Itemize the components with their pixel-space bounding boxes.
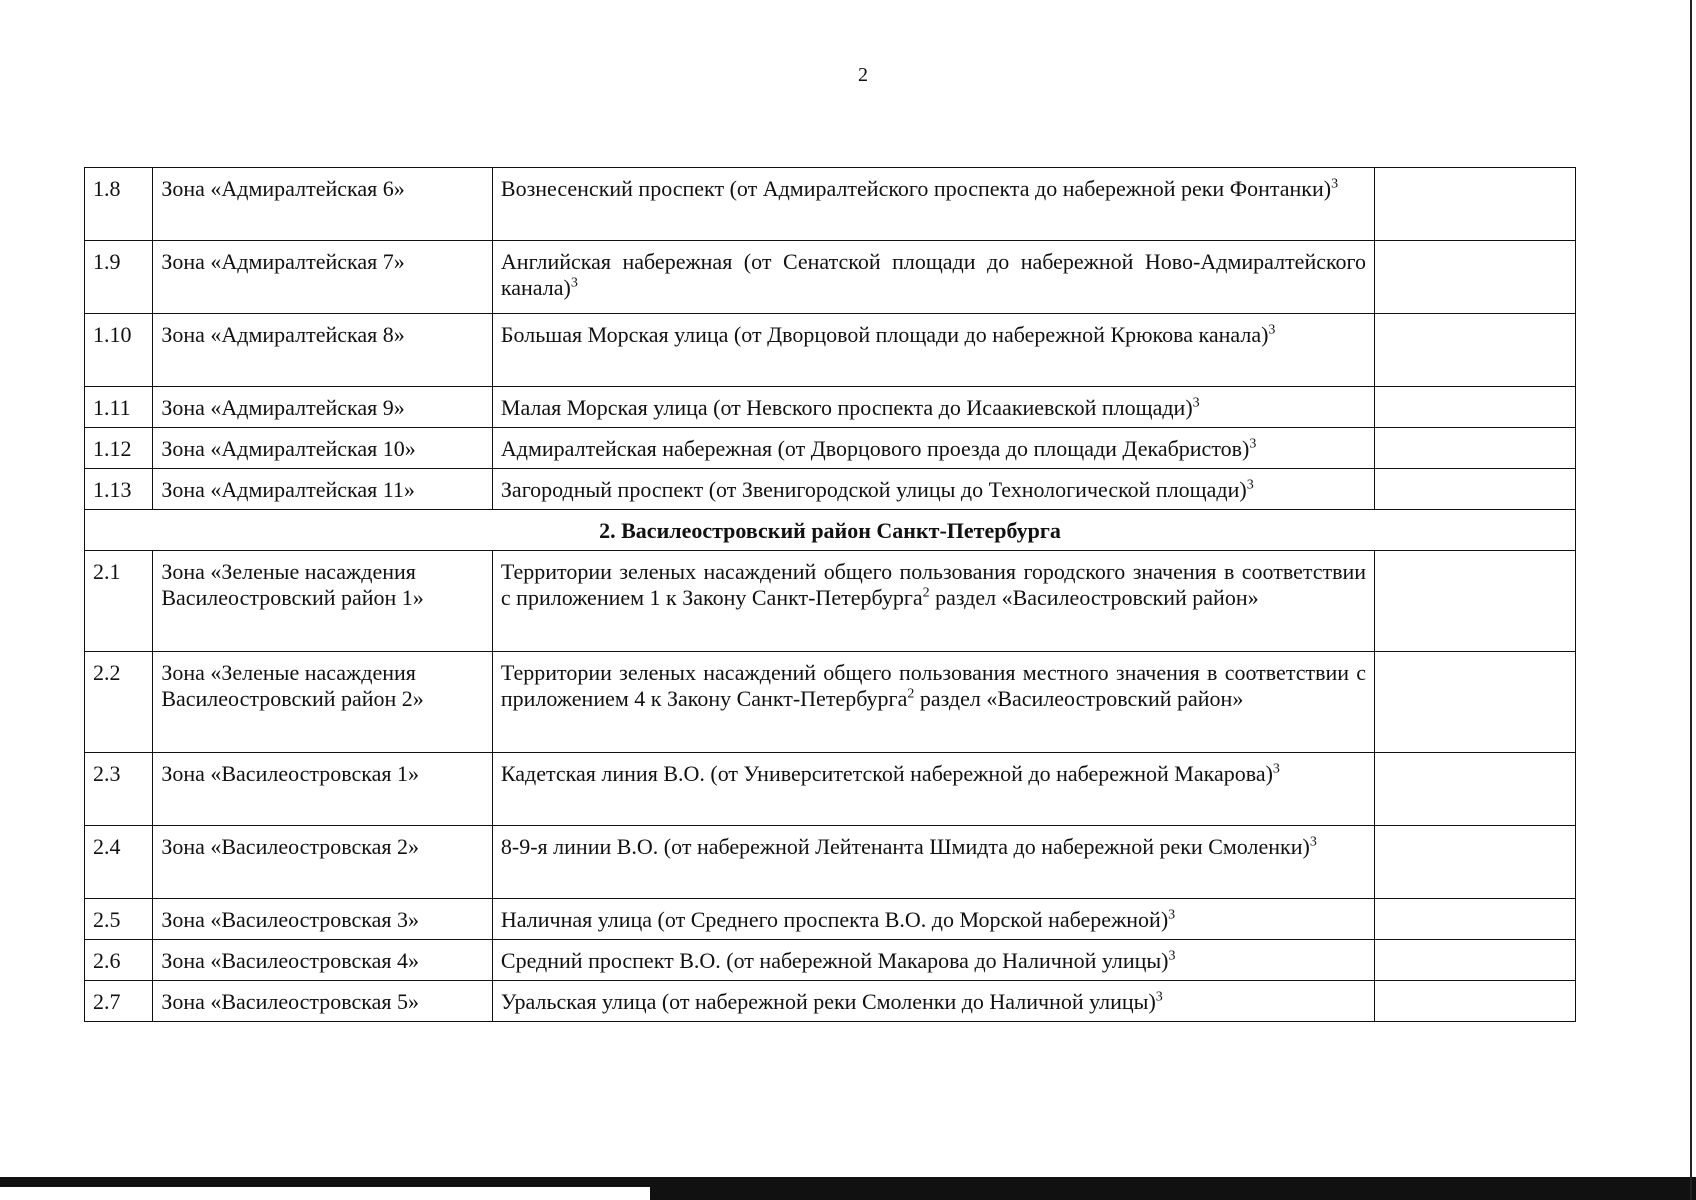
zones-table [84, 167, 1576, 1022]
table-row [85, 753, 1576, 826]
zone-name: Зона «Зеленые насаждения Василеостровский район 2» [153, 652, 493, 753]
footnote-ref: 3 [1272, 761, 1280, 777]
footnote-ref: 3 [1168, 907, 1176, 923]
empty-cell [1375, 652, 1576, 753]
footnote-ref: 3 [1168, 948, 1176, 964]
row-number: 1.13 [85, 469, 153, 510]
empty-cell [1375, 314, 1576, 387]
zone-name: Зона «Адмиралтейская 7» [153, 241, 493, 314]
footnote-ref: 3 [1246, 477, 1254, 493]
zone-description [492, 428, 1374, 469]
table-row [85, 469, 1576, 510]
zone-name: Зона «Василеостровская 2» [153, 826, 493, 899]
zone-description [492, 387, 1374, 428]
row-number: 2.2 [85, 652, 153, 753]
empty-cell [1375, 168, 1576, 241]
empty-cell [1375, 241, 1576, 314]
footnote-ref: 3 [1309, 834, 1317, 850]
description-text: Загородный проспект (от Звенигородской улицы до Технологической площади) [500, 477, 1247, 502]
description-text: Адмиралтейская набережная (от Дворцового проезда до площади Декабристов) [500, 436, 1250, 461]
table-row [85, 551, 1576, 652]
footnote-ref: 3 [1249, 436, 1257, 452]
zone-description [492, 168, 1374, 241]
zone-description [492, 981, 1374, 1022]
zone-description [492, 940, 1374, 981]
row-number: 2.4 [85, 826, 153, 899]
footnote-ref: 2 [907, 686, 915, 702]
table-row [85, 387, 1576, 428]
description-text: Территории зеленых насаждений общего пользования городского значения в соответствии с приложением 1 к Закону Санкт-Петербурга [500, 559, 1367, 610]
zone-name: Зона «Адмиралтейская 9» [153, 387, 493, 428]
zone-name: Зона «Василеостровская 3» [153, 899, 493, 940]
zone-description [492, 826, 1374, 899]
table-row [85, 826, 1576, 899]
empty-cell [1375, 940, 1576, 981]
section-row [85, 510, 1576, 551]
empty-cell [1375, 981, 1576, 1022]
zone-description [492, 314, 1374, 387]
footnote-ref: 3 [1192, 395, 1200, 411]
empty-cell [1375, 753, 1576, 826]
scan-border-bottom-2 [650, 1187, 1696, 1200]
row-number: 2.3 [85, 753, 153, 826]
description-text: Большая Морская улица (от Дворцовой площади до набережной Крюкова канала) [500, 322, 1269, 347]
row-number: 1.11 [85, 387, 153, 428]
description-text: Вознесенский проспект (от Адмиралтейского проспекта до набережной реки Фонтанки) [500, 176, 1332, 201]
table-row [85, 314, 1576, 387]
description-text: Уральская улица (от набережной реки Смоленки до Наличной улицы) [500, 989, 1156, 1014]
zone-description [492, 652, 1374, 753]
zone-description [492, 753, 1374, 826]
footnote-ref: 3 [570, 275, 578, 291]
table-row [85, 428, 1576, 469]
description-text-after: раздел «Василеостровский район» [929, 585, 1259, 610]
zone-description [492, 469, 1374, 510]
description-text: 8-9-я линии В.О. (от набережной Лейтенанта Шмидта до набережной реки Смоленки) [500, 834, 1310, 859]
zones-table-body [85, 168, 1576, 1022]
zone-name: Зона «Василеостровская 4» [153, 940, 493, 981]
table-row [85, 652, 1576, 753]
description-text: Английская набережная (от Сенатской площади до набережной Ново-Адмиралтейского канала) [500, 249, 1367, 300]
table-row [85, 940, 1576, 981]
row-number: 1.12 [85, 428, 153, 469]
description-text: Наличная улица (от Среднего проспекта В.О. до Морской набережной) [500, 907, 1169, 932]
footnote-ref: 3 [1331, 176, 1339, 192]
description-text-after: раздел «Василеостровский район» [914, 686, 1244, 711]
zone-name: Зона «Василеостровская 5» [153, 981, 493, 1022]
row-number: 2.7 [85, 981, 153, 1022]
description-text: Малая Морская улица (от Невского проспекта до Исаакиевской площади) [500, 395, 1193, 420]
empty-cell [1375, 899, 1576, 940]
zone-name: Зона «Василеостровская 1» [153, 753, 493, 826]
row-number: 2.1 [85, 551, 153, 652]
description-text: Средний проспект В.О. (от набережной Макарова до Наличной улицы) [500, 948, 1169, 973]
zone-name: Зона «Адмиралтейская 10» [153, 428, 493, 469]
footnote-ref: 2 [922, 585, 930, 601]
scan-border-bottom [0, 1177, 1696, 1187]
footnote-ref: 3 [1268, 322, 1276, 338]
zone-name: Зона «Адмиралтейская 11» [153, 469, 493, 510]
row-number: 1.8 [85, 168, 153, 241]
empty-cell [1375, 469, 1576, 510]
empty-cell [1375, 387, 1576, 428]
row-number: 1.9 [85, 241, 153, 314]
zone-name: Зона «Адмиралтейская 8» [153, 314, 493, 387]
zone-name: Зона «Адмиралтейская 6» [153, 168, 493, 241]
row-number: 2.6 [85, 940, 153, 981]
page-number: 2 [858, 64, 868, 86]
section-title: 2. Василеостровский район Санкт-Петербурга [85, 510, 1576, 551]
zone-description [492, 899, 1374, 940]
table-row [85, 899, 1576, 940]
zone-description [492, 551, 1374, 652]
scan-border-right [1690, 0, 1692, 1200]
footnote-ref: 3 [1155, 989, 1163, 1005]
table-row [85, 981, 1576, 1022]
empty-cell [1375, 551, 1576, 652]
table-row [85, 168, 1576, 241]
zone-description [492, 241, 1374, 314]
empty-cell [1375, 428, 1576, 469]
empty-cell [1375, 826, 1576, 899]
row-number: 1.10 [85, 314, 153, 387]
row-number: 2.5 [85, 899, 153, 940]
zone-name: Зона «Зеленые насаждения Василеостровский район 1» [153, 551, 493, 652]
description-text: Кадетская линия В.О. (от Университетской набережной до набережной Макарова) [500, 761, 1273, 786]
description-text: Территории зеленых насаждений общего пользования местного значения в соответствии с приложением 4 к Закону Санкт-Петербурга [500, 660, 1367, 711]
table-row [85, 241, 1576, 314]
